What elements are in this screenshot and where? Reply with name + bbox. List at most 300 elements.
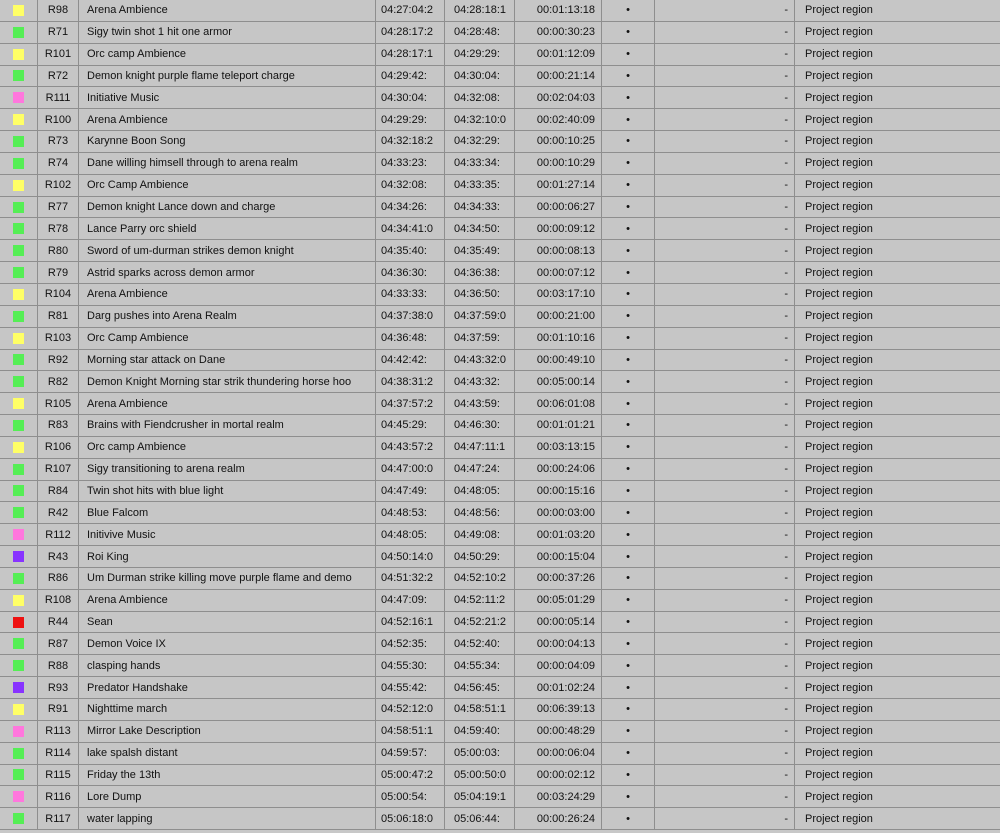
region-flag: • — [602, 786, 655, 807]
region-extra: - — [655, 502, 795, 523]
region-color-cell — [0, 633, 38, 654]
region-flag: • — [602, 66, 655, 87]
region-id: R74 — [38, 153, 79, 174]
region-name[interactable]: lake spalsh distant — [79, 743, 376, 764]
region-duration: 00:05:01:29 — [515, 590, 602, 611]
region-type: Project region — [805, 747, 873, 760]
region-type: Project region — [805, 463, 873, 476]
region-duration: 00:03:13:15 — [515, 437, 602, 458]
region-extra: - — [655, 262, 795, 283]
region-flag: • — [602, 284, 655, 305]
region-extra: - — [655, 743, 795, 764]
region-type: Project region — [805, 26, 873, 39]
region-color-cell — [0, 109, 38, 130]
region-flag: • — [602, 568, 655, 589]
region-id: R87 — [38, 633, 79, 654]
region-end: 04:34:33: — [445, 197, 515, 218]
region-start: 04:29:29: — [376, 109, 445, 130]
region-flag: • — [602, 350, 655, 371]
table-row[interactable] — [0, 44, 1000, 66]
table-row[interactable] — [0, 502, 1000, 524]
region-name[interactable]: Sigy twin shot 1 hit one armor — [79, 22, 376, 43]
region-name[interactable]: Arena Ambience — [79, 284, 376, 305]
region-extra: - — [655, 415, 795, 436]
region-end: 04:33:35: — [445, 175, 515, 196]
color-swatch[interactable] — [13, 202, 24, 213]
region-id: R92 — [38, 350, 79, 371]
region-name[interactable]: Orc camp Ambience — [79, 437, 376, 458]
table-row[interactable] — [0, 153, 1000, 175]
region-end: 05:00:50:0 — [445, 765, 515, 786]
region-type: Project region — [805, 637, 873, 650]
color-swatch[interactable] — [13, 376, 24, 387]
region-flag: • — [602, 44, 655, 65]
region-start: 04:33:33: — [376, 284, 445, 305]
region-type: Project region — [805, 397, 873, 410]
table-row[interactable] — [0, 699, 1000, 721]
table-row[interactable] — [0, 765, 1000, 787]
table-row[interactable] — [0, 808, 1000, 830]
region-duration: 00:06:01:08 — [515, 393, 602, 414]
region-extra: - — [655, 655, 795, 676]
table-row[interactable] — [0, 197, 1000, 219]
region-id: R71 — [38, 22, 79, 43]
region-type: Project region — [805, 484, 873, 497]
region-color-cell — [0, 415, 38, 436]
region-end: 04:28:48: — [445, 22, 515, 43]
region-start: 04:47:00:0 — [376, 459, 445, 480]
region-name[interactable]: Arena Ambience — [79, 590, 376, 611]
region-extra: - — [655, 612, 795, 633]
table-row[interactable] — [0, 87, 1000, 109]
region-duration: 00:00:26:24 — [515, 808, 602, 829]
color-swatch[interactable] — [13, 27, 24, 38]
region-extra: - — [655, 590, 795, 611]
table-row[interactable] — [0, 633, 1000, 655]
region-color-cell — [0, 786, 38, 807]
region-duration: 00:00:24:06 — [515, 459, 602, 480]
region-flag: • — [602, 437, 655, 458]
region-name[interactable]: Nighttime march — [79, 699, 376, 720]
region-type: Project region — [805, 441, 873, 454]
region-name[interactable]: Sean — [79, 612, 376, 633]
table-row[interactable] — [0, 677, 1000, 699]
region-start: 04:55:30: — [376, 655, 445, 676]
region-name[interactable]: Um Durman strike killing move purple flame and demo — [79, 568, 376, 589]
region-type: Project region — [805, 91, 873, 104]
region-name[interactable]: Demon knight purple flame teleport charge — [79, 66, 376, 87]
color-swatch[interactable] — [13, 420, 24, 431]
region-start: 04:58:51:1 — [376, 721, 445, 742]
region-extra: - — [655, 44, 795, 65]
region-end: 04:37:59:0 — [445, 306, 515, 327]
region-end: 04:58:51:1 — [445, 699, 515, 720]
region-duration: 00:00:21:00 — [515, 306, 602, 327]
color-swatch[interactable] — [13, 507, 24, 518]
region-extra: - — [655, 677, 795, 698]
region-id: R93 — [38, 677, 79, 698]
table-row[interactable] — [0, 459, 1000, 481]
region-type: Project region — [805, 201, 873, 214]
region-duration: 00:00:06:04 — [515, 743, 602, 764]
region-extra: - — [655, 240, 795, 261]
region-start: 04:50:14:0 — [376, 546, 445, 567]
region-duration: 00:01:01:21 — [515, 415, 602, 436]
region-start: 05:06:18:0 — [376, 808, 445, 829]
region-name[interactable]: Karynne Boon Song — [79, 131, 376, 152]
table-row[interactable] — [0, 131, 1000, 153]
region-extra: - — [655, 721, 795, 742]
region-flag: • — [602, 0, 655, 21]
region-color-cell — [0, 240, 38, 261]
region-id: R73 — [38, 131, 79, 152]
color-swatch[interactable] — [13, 70, 24, 81]
table-row[interactable] — [0, 22, 1000, 44]
region-end: 04:37:59: — [445, 328, 515, 349]
region-type: Project region — [805, 506, 873, 519]
region-start: 04:37:57:2 — [376, 393, 445, 414]
region-color-cell — [0, 153, 38, 174]
region-start: 04:28:17:1 — [376, 44, 445, 65]
table-row[interactable] — [0, 109, 1000, 131]
region-color-cell — [0, 699, 38, 720]
color-swatch[interactable] — [13, 485, 24, 496]
region-flag: • — [602, 371, 655, 392]
color-swatch[interactable] — [13, 354, 24, 365]
region-type: Project region — [805, 353, 873, 366]
region-name[interactable]: Arena Ambience — [79, 0, 376, 21]
table-row[interactable] — [0, 371, 1000, 393]
table-row[interactable] — [0, 0, 1000, 22]
region-extra: - — [655, 175, 795, 196]
region-color-cell — [0, 568, 38, 589]
color-swatch[interactable] — [13, 748, 24, 759]
region-name[interactable]: Arena Ambience — [79, 109, 376, 130]
region-name[interactable]: Orc camp Ambience — [79, 44, 376, 65]
table-row[interactable] — [0, 175, 1000, 197]
table-row[interactable] — [0, 568, 1000, 590]
region-id: R43 — [38, 546, 79, 567]
region-name[interactable]: Demon Knight Morning star strik thundering horse hoo — [79, 371, 376, 392]
table-row[interactable] — [0, 437, 1000, 459]
color-swatch[interactable] — [13, 158, 24, 169]
region-flag: • — [602, 481, 655, 502]
color-swatch[interactable] — [13, 442, 24, 453]
region-flag: • — [602, 808, 655, 829]
region-start: 04:52:35: — [376, 633, 445, 654]
region-end: 04:48:56: — [445, 502, 515, 523]
region-flag: • — [602, 502, 655, 523]
region-name[interactable]: Sword of um-durman strikes demon knight — [79, 240, 376, 261]
region-extra: - — [655, 153, 795, 174]
region-id: R72 — [38, 66, 79, 87]
region-flag: • — [602, 677, 655, 698]
table-row[interactable] — [0, 415, 1000, 437]
region-end: 04:30:04: — [445, 66, 515, 87]
region-name[interactable]: Initiative Music — [79, 87, 376, 108]
region-name[interactable]: Lance Parry orc shield — [79, 218, 376, 239]
color-swatch[interactable] — [13, 267, 24, 278]
region-color-cell — [0, 87, 38, 108]
region-name[interactable]: Friday the 13th — [79, 765, 376, 786]
region-id: R98 — [38, 0, 79, 21]
region-color-cell — [0, 131, 38, 152]
region-start: 04:36:48: — [376, 328, 445, 349]
region-duration: 00:00:09:12 — [515, 218, 602, 239]
region-end: 04:32:29: — [445, 131, 515, 152]
region-flag: • — [602, 524, 655, 545]
color-swatch[interactable] — [13, 573, 24, 584]
region-start: 04:42:42: — [376, 350, 445, 371]
region-flag: • — [602, 218, 655, 239]
region-duration: 00:01:10:16 — [515, 328, 602, 349]
color-swatch[interactable] — [13, 791, 24, 802]
region-extra: - — [655, 393, 795, 414]
region-start: 04:55:42: — [376, 677, 445, 698]
region-id: R117 — [38, 808, 79, 829]
region-color-cell — [0, 22, 38, 43]
table-row[interactable] — [0, 655, 1000, 677]
region-name[interactable]: Blue Falcom — [79, 502, 376, 523]
region-name[interactable]: Orc Camp Ambience — [79, 175, 376, 196]
color-swatch[interactable] — [13, 704, 24, 715]
region-id: R77 — [38, 197, 79, 218]
color-swatch[interactable] — [13, 136, 24, 147]
region-start: 04:47:09: — [376, 590, 445, 611]
region-id: R116 — [38, 786, 79, 807]
region-duration: 00:00:21:14 — [515, 66, 602, 87]
region-duration: 00:03:24:29 — [515, 786, 602, 807]
region-color-cell — [0, 524, 38, 545]
region-name[interactable]: Darg pushes into Arena Realm — [79, 306, 376, 327]
table-row[interactable] — [0, 240, 1000, 262]
region-end: 04:59:40: — [445, 721, 515, 742]
color-swatch[interactable] — [13, 333, 24, 344]
region-type: Project region — [805, 332, 873, 345]
color-swatch[interactable] — [13, 682, 24, 693]
region-name[interactable]: Orc Camp Ambience — [79, 328, 376, 349]
region-type: Project region — [805, 244, 873, 257]
color-swatch[interactable] — [13, 289, 24, 300]
region-flag: • — [602, 721, 655, 742]
region-start: 04:59:57: — [376, 743, 445, 764]
table-row[interactable] — [0, 721, 1000, 743]
color-swatch[interactable] — [13, 114, 24, 125]
region-color-cell — [0, 612, 38, 633]
region-name[interactable]: Dane willing himsell through to arena realm — [79, 153, 376, 174]
region-end: 04:32:08: — [445, 87, 515, 108]
region-id: R100 — [38, 109, 79, 130]
color-swatch[interactable] — [13, 92, 24, 103]
region-name[interactable]: Demon knight Lance down and charge — [79, 197, 376, 218]
color-swatch[interactable] — [13, 726, 24, 737]
color-swatch[interactable] — [13, 398, 24, 409]
region-flag: • — [602, 393, 655, 414]
color-swatch[interactable] — [13, 660, 24, 671]
table-row[interactable] — [0, 66, 1000, 88]
table-row[interactable] — [0, 612, 1000, 634]
region-color-cell — [0, 371, 38, 392]
table-row[interactable] — [0, 306, 1000, 328]
region-duration: 00:00:03:00 — [515, 502, 602, 523]
region-flag: • — [602, 328, 655, 349]
region-name[interactable]: Twin shot hits with blue light — [79, 481, 376, 502]
region-color-cell — [0, 197, 38, 218]
region-extra: - — [655, 481, 795, 502]
region-flag: • — [602, 109, 655, 130]
color-swatch[interactable] — [13, 551, 24, 562]
region-type: Project region — [805, 528, 873, 541]
region-type: Project region — [805, 812, 873, 825]
region-flag: • — [602, 153, 655, 174]
region-flag: • — [602, 765, 655, 786]
color-swatch[interactable] — [13, 5, 24, 16]
region-end: 04:46:30: — [445, 415, 515, 436]
color-swatch[interactable] — [13, 311, 24, 322]
color-swatch[interactable] — [13, 223, 24, 234]
region-id: R84 — [38, 481, 79, 502]
table-row[interactable] — [0, 328, 1000, 350]
region-color-cell — [0, 743, 38, 764]
region-end: 04:43:32:0 — [445, 350, 515, 371]
region-flag: • — [602, 197, 655, 218]
region-end: 04:35:49: — [445, 240, 515, 261]
region-name[interactable]: Initivive Music — [79, 524, 376, 545]
region-name[interactable]: water lapping — [79, 808, 376, 829]
region-color-cell — [0, 765, 38, 786]
table-row[interactable] — [0, 743, 1000, 765]
region-color-cell — [0, 0, 38, 21]
table-row[interactable] — [0, 481, 1000, 503]
color-swatch[interactable] — [13, 813, 24, 824]
table-row[interactable] — [0, 590, 1000, 612]
region-flag: • — [602, 240, 655, 261]
region-end: 04:47:24: — [445, 459, 515, 480]
region-type: Project region — [805, 572, 873, 585]
region-flag: • — [602, 699, 655, 720]
region-color-cell — [0, 502, 38, 523]
region-name[interactable]: Demon Voice IX — [79, 633, 376, 654]
region-name[interactable]: Sigy transitioning to arena realm — [79, 459, 376, 480]
region-start: 04:34:41:0 — [376, 218, 445, 239]
region-type: Project region — [805, 4, 873, 17]
color-swatch[interactable] — [13, 180, 24, 191]
region-type: Project region — [805, 375, 873, 388]
region-end: 04:34:50: — [445, 218, 515, 239]
color-swatch[interactable] — [13, 49, 24, 60]
region-flag: • — [602, 655, 655, 676]
region-name[interactable]: Arena Ambience — [79, 393, 376, 414]
region-end: 04:52:40: — [445, 633, 515, 654]
region-start: 04:30:04: — [376, 87, 445, 108]
region-extra: - — [655, 66, 795, 87]
region-end: 04:55:34: — [445, 655, 515, 676]
region-flag: • — [602, 175, 655, 196]
region-type: Project region — [805, 681, 873, 694]
region-extra: - — [655, 786, 795, 807]
region-name[interactable]: Morning star attack on Dane — [79, 350, 376, 371]
region-flag: • — [602, 306, 655, 327]
region-name[interactable]: Brains with Fiendcrusher in mortal realm — [79, 415, 376, 436]
region-color-cell — [0, 350, 38, 371]
color-swatch[interactable] — [13, 595, 24, 606]
color-swatch[interactable] — [13, 529, 24, 540]
region-end: 04:49:08: — [445, 524, 515, 545]
region-type: Project region — [805, 113, 873, 126]
region-start: 04:38:31:2 — [376, 371, 445, 392]
region-id: R105 — [38, 393, 79, 414]
region-color-cell — [0, 218, 38, 239]
region-color-cell — [0, 437, 38, 458]
region-extra: - — [655, 371, 795, 392]
table-row[interactable] — [0, 786, 1000, 808]
region-extra: - — [655, 0, 795, 21]
table-row[interactable] — [0, 546, 1000, 568]
region-name[interactable]: Roi King — [79, 546, 376, 567]
region-id: R80 — [38, 240, 79, 261]
region-id: R104 — [38, 284, 79, 305]
region-extra: - — [655, 22, 795, 43]
table-row[interactable] — [0, 393, 1000, 415]
table-row[interactable] — [0, 284, 1000, 306]
region-name[interactable]: Mirror Lake Description — [79, 721, 376, 742]
region-extra: - — [655, 568, 795, 589]
region-duration: 00:00:05:14 — [515, 612, 602, 633]
region-name[interactable]: Lore Dump — [79, 786, 376, 807]
region-type: Project region — [805, 790, 873, 803]
region-end: 04:28:18:1 — [445, 0, 515, 21]
region-color-cell — [0, 677, 38, 698]
region-duration: 00:00:04:13 — [515, 633, 602, 654]
color-swatch[interactable] — [13, 617, 24, 628]
region-type: Project region — [805, 157, 873, 170]
region-color-cell — [0, 44, 38, 65]
region-type: Project region — [805, 48, 873, 61]
region-end: 04:36:50: — [445, 284, 515, 305]
color-swatch[interactable] — [13, 464, 24, 475]
region-extra: - — [655, 808, 795, 829]
region-type: Project region — [805, 288, 873, 301]
region-start: 04:29:42: — [376, 66, 445, 87]
region-type: Project region — [805, 222, 873, 235]
region-duration: 00:00:10:25 — [515, 131, 602, 152]
region-end: 04:56:45: — [445, 677, 515, 698]
table-row[interactable] — [0, 218, 1000, 240]
region-duration: 00:00:02:12 — [515, 765, 602, 786]
region-id: R91 — [38, 699, 79, 720]
table-row[interactable] — [0, 350, 1000, 372]
region-duration: 00:00:10:29 — [515, 153, 602, 174]
region-extra: - — [655, 87, 795, 108]
table-row[interactable] — [0, 262, 1000, 284]
region-name[interactable]: Predator Handshake — [79, 677, 376, 698]
region-end: 04:32:10:0 — [445, 109, 515, 130]
region-end: 04:47:11:1 — [445, 437, 515, 458]
table-row[interactable] — [0, 524, 1000, 546]
region-extra: - — [655, 524, 795, 545]
region-duration: 00:01:03:20 — [515, 524, 602, 545]
color-swatch[interactable] — [13, 245, 24, 256]
region-name[interactable]: clasping hands — [79, 655, 376, 676]
color-swatch[interactable] — [13, 769, 24, 780]
region-id: R86 — [38, 568, 79, 589]
region-duration: 00:00:04:09 — [515, 655, 602, 676]
region-end: 04:43:59: — [445, 393, 515, 414]
color-swatch[interactable] — [13, 638, 24, 649]
region-start: 05:00:54: — [376, 786, 445, 807]
region-name[interactable]: Astrid sparks across demon armor — [79, 262, 376, 283]
region-duration: 00:00:37:26 — [515, 568, 602, 589]
